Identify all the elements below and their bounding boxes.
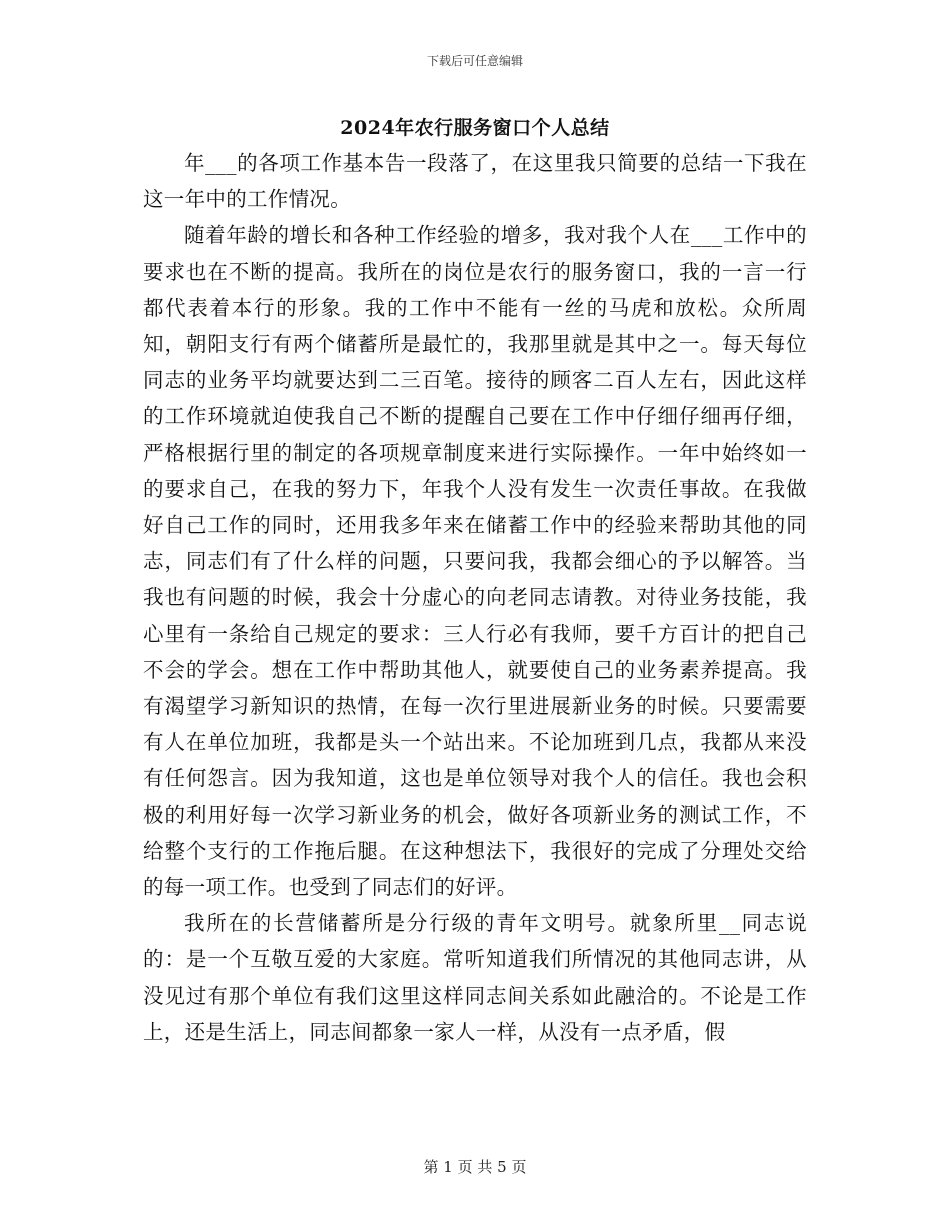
page-header-note: 下载后可任意编辑 [426, 54, 523, 68]
paragraph-intro: 年___的各项工作基本告一段落了，在这里我只简要的总结一下我在这一年中的工作情况。 [143, 151, 807, 212]
paragraph-work-summary: 随着年龄的增长和各种工作经验的增多，我对我个人在___工作中的要求也在不断的提高。我所在的岗位是农行的服务窗口，我的一言一行都代表着本行的形象。我的工作中不能有一丝的马虎和放松。众所周知，朝阳支行有两个储蓄所是最忙的，我那里就是其中之一。每天每位同志的业务平均就要达到二三百笔。接待的顾客二百人左右，因此这样的工作环境就迫使我自己不断的提醒自己要在工作中仔细仔细再仔细，严格根据行里的制定的各项规章制度来进行实际操作。一年中始终如一的要求自己，在我的努力下，年我个人没有发生一次责任事故。在我做好自己工作的同时，还用我多年来在储蓄工作中的经验来帮助其他的同志，同志们有了什么样的问题，只要问我，我都会细心的予以解答。当我也有问题的时候，我会十分虚心的向老同志请教。对待业务技能，我心里有一条给自己规定的要求：三人行必有我师，要千方百计的把自己不会的学会。想在工作中帮助其他人，就要使自己的业务素养提高。我有渴望学习新知识的热情，在每一次行里进展新业务的时候。只要需要有人在单位加班，我都是头一个站出来。不论加班到几点，我都从来没有任何怨言。因为我知道，这也是单位领导对我个人的信任。我也会积极的利用好每一次学习新业务的机会，做好各项新业务的测试工作，不给整个支行的工作拖后腿。在这种想法下，我很好的完成了分理处交给的每一项工作。也受到了同志们的好评。 [143, 223, 807, 900]
page-number-indicator: 第 1 页 共 5 页 [423, 1158, 527, 1176]
document-body [143, 145, 807, 1050]
paragraph-team: 我所在的长营储蓄所是分行级的青年文明号。就象所里__同志说的：是一个互敬互爱的大家庭。常听知道我们所情况的其他同志讲，从没见过有那个单位有我们这里这样同志间关系如此融洽的。不论是工作上，还是生活上，同志间都象一家人一样，从没有一点矛盾，假 [143, 911, 807, 1044]
document-title: 2024年农行服务窗口个人总结 [340, 117, 610, 139]
